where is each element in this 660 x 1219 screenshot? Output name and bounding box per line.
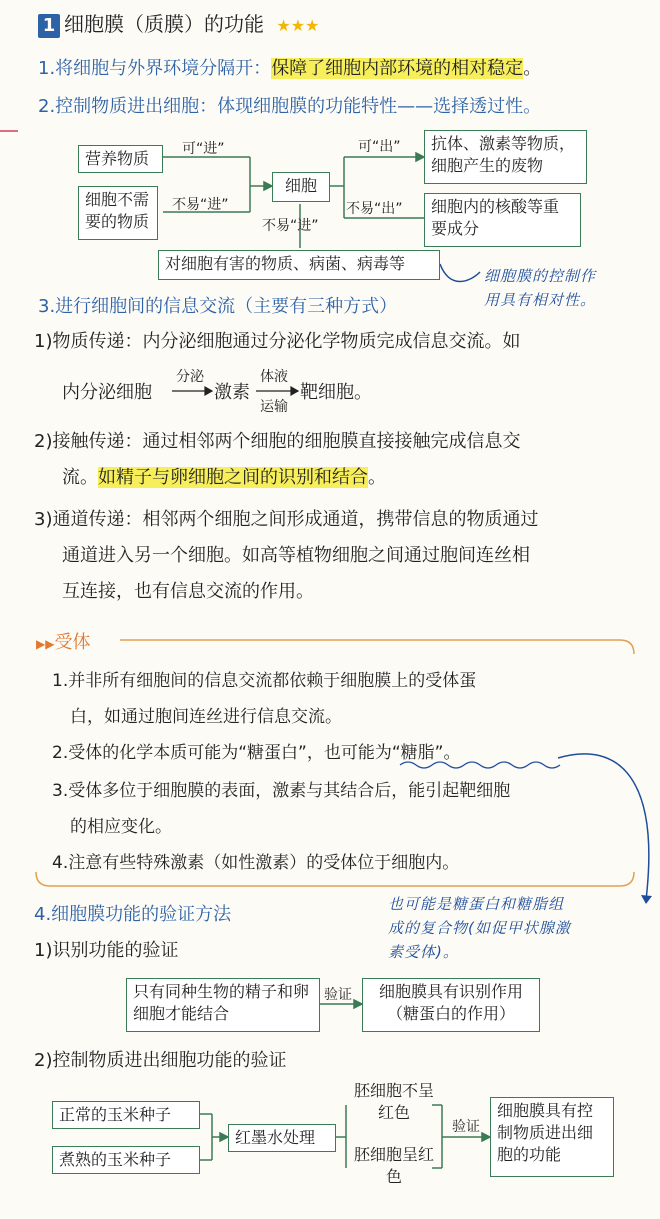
box-nutrients: 营养物质 [78, 145, 163, 173]
flow-arrow-2-bottom: 运输 [260, 399, 288, 415]
point-1-tail: 。 [523, 58, 542, 79]
receptor-tag [36, 628, 90, 654]
point-1-highlight: 保障了细胞内部环境的相对稳定 [271, 58, 524, 79]
item-2-highlight: 如精子与卵细胞之间的识别和结合 [98, 467, 368, 488]
star-rating-icon: ★★★ [276, 16, 320, 35]
note-2-line-2: 成的复合物(如促甲状腺激 [388, 919, 571, 937]
box-antibodies: 抗体、激素等物质，细胞产生的废物 [424, 130, 587, 184]
point-2: 2.控制物质进出细胞：体现细胞膜的功能特性——选择透过性。 [38, 96, 542, 117]
label-verify-2: 验证 [452, 1119, 480, 1135]
box-harmful: 对细胞有害的物质、病菌、病毒等 [158, 250, 440, 280]
label-hard-in-2: 不易“进” [262, 218, 319, 234]
item-3-line-1: 3)通道传递：相邻两个细胞之间形成通道，携带信息的物质通过 [34, 509, 539, 530]
result-red: 胚细胞呈红色 [354, 1145, 435, 1186]
sub-2-title: 2)控制物质进出细胞功能的验证 [34, 1050, 287, 1071]
receptor-2: 2.受体的化学本质可能为“糖蛋白”，也可能为“糖脂”。 [52, 743, 461, 763]
note-1-line-1: 细胞膜的控制作 [484, 267, 597, 285]
point-1 [38, 54, 541, 80]
label-hard-out: 不易“出” [346, 201, 403, 217]
result-no-red: 胚细胞不呈红色 [354, 1081, 435, 1122]
flow-c: 靶细胞。 [300, 382, 372, 403]
receptor-1b: 白，如通过胞间连丝进行信息交流。 [70, 707, 342, 727]
flow-a: 内分泌细胞 [62, 382, 152, 403]
box-normal-seed: 正常的玉米种子 [52, 1101, 200, 1129]
handwritten-note-1 [484, 264, 596, 312]
item-2-line-2-b: 。 [368, 467, 386, 488]
point-3-title: 3.进行细胞间的信息交流（主要有三种方式） [38, 296, 398, 317]
box-conclusion: 细胞膜具有控制物质进出细胞的功能 [490, 1097, 614, 1177]
flow-arrow-1-label: 分泌 [176, 369, 204, 385]
box-recognition-line-2: （糖蛋白的作用） [386, 1004, 515, 1023]
sub-1-title: 1)识别功能的验证 [34, 940, 179, 961]
box-recognition [362, 978, 540, 1032]
section-title: 细胞膜（质膜）的功能 [64, 12, 264, 36]
double-arrow-icon: ▶▶ [36, 637, 55, 651]
box-nucleic: 细胞内的核酸等重要成分 [424, 193, 581, 247]
label-in: 可“进” [182, 141, 225, 157]
handwritten-note-2 [388, 892, 571, 964]
point-4-title: 4.细胞膜功能的验证方法 [34, 904, 232, 925]
box-sperm-egg: 只有同种生物的精子和卵细胞才能结合 [126, 978, 320, 1032]
item-2-line-2 [62, 460, 386, 496]
box-ink-treatment: 红墨水处理 [228, 1124, 336, 1152]
flow-arrow-2-top: 体液 [260, 369, 288, 385]
item-2-line-1: 2)接触传递：通过相邻两个细胞的细胞膜直接接触完成信息交 [34, 431, 521, 452]
point-1-text: 1.将细胞与外界环境分隔开： [38, 58, 272, 79]
item-3-line-2: 通道进入另一个细胞。如高等植物细胞之间通过胞间连丝相 [62, 545, 530, 566]
section-header [38, 8, 319, 38]
item-2-line-2-a: 流。 [62, 467, 98, 488]
label-out: 可“出” [358, 139, 401, 155]
receptor-title: 受体 [54, 632, 91, 653]
note-2-line-3: 素受体)。 [388, 943, 459, 961]
receptor-3a: 3.受体多位于细胞膜的表面，激素与其结合后，能引起靶细胞 [52, 781, 511, 801]
box-cell: 细胞 [272, 172, 330, 202]
label-verify-1: 验证 [324, 987, 352, 1003]
note-2-line-1: 也可能是糖蛋白和糖脂组 [388, 895, 565, 913]
receptor-3b: 的相应变化。 [70, 817, 172, 837]
note-1-line-2: 用具有相对性。 [484, 291, 597, 309]
label-hard-in: 不易“进” [172, 197, 229, 213]
section-number: 1 [38, 14, 60, 38]
receptor-4: 4.注意有些特殊激素（如性激素）的受体位于细胞内。 [52, 853, 460, 873]
box-boiled-seed: 煮熟的玉米种子 [52, 1146, 200, 1174]
item-3-line-3: 互连接，也有信息交流的作用。 [62, 581, 314, 602]
receptor-1a: 1.并非所有细胞间的信息交流都依赖于细胞膜上的受体蛋 [52, 671, 477, 691]
box-unneeded: 细胞不需要的物质 [78, 186, 158, 240]
item-1-line-1: 1)物质传递：内分泌细胞通过分泌化学物质完成信息交流。如 [34, 331, 521, 352]
box-recognition-line-1: 细胞膜具有识别作用 [378, 982, 523, 1001]
flow-b: 激素 [214, 382, 250, 403]
